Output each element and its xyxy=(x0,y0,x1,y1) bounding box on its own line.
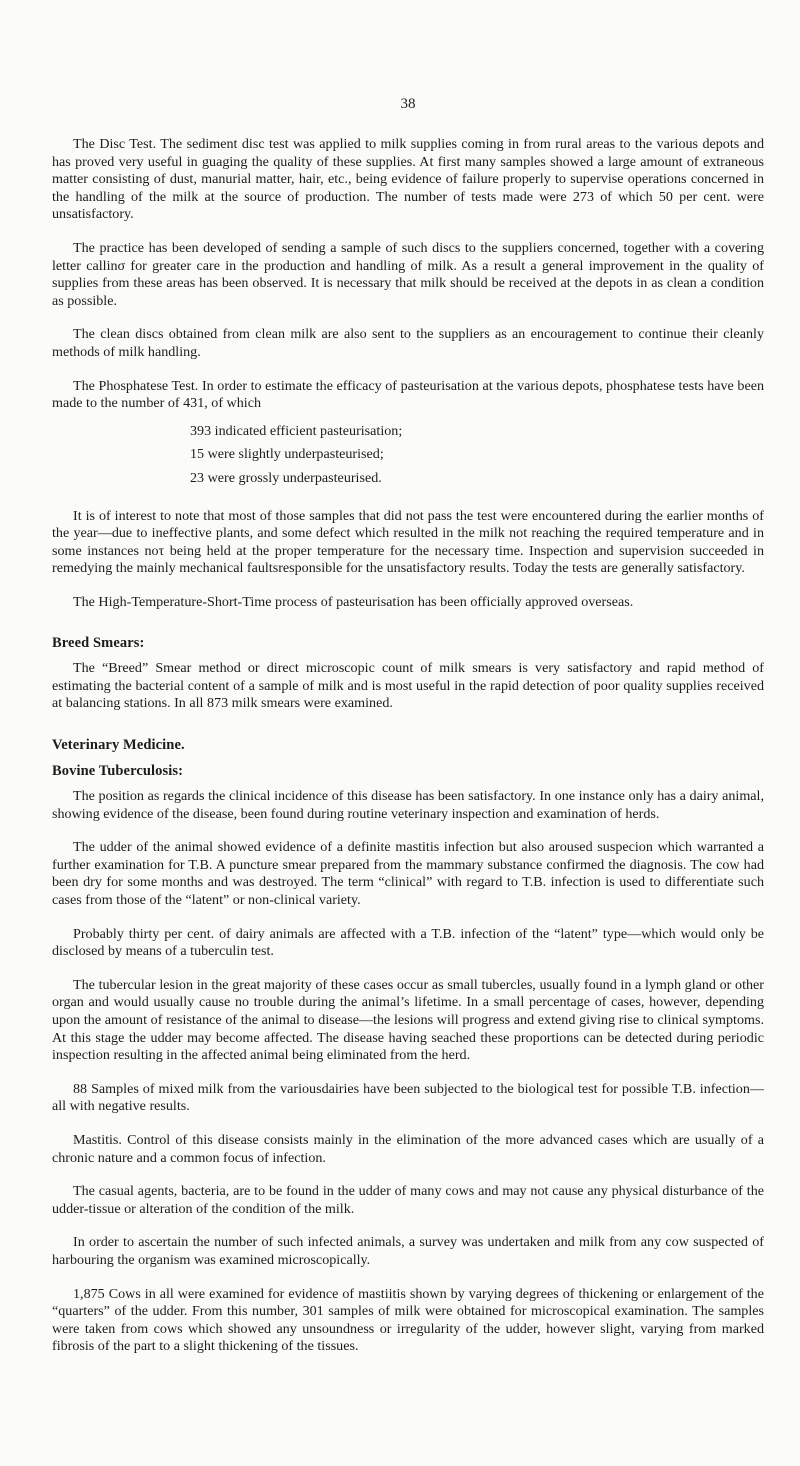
disc-test-paragraph-3: The clean discs obtained from clean milk are also sent to the suppliers as an encouragement to continue their cleanly methods of milk handling. xyxy=(52,326,764,360)
mastitis-paragraph-2: The casual agents, bacteria, are to be found in the udder of many cows and may not cause any physical disturbance of the udder-tissue or alteration of the condition of the milk. xyxy=(52,1183,764,1217)
bovine-paragraph-3: Probably thirty per cent. of dairy animals are affected with a T.B. infection of the “latent” type—which would only be disclosed by means of a tuberculin test. xyxy=(52,925,764,960)
veterinary-medicine-heading: Veterinary Medicine. xyxy=(52,736,185,753)
phosphatese-paragraph-2: It is of interest to note that most of those samples that did not pass the test were encountered during the earlier months of the year—due to ineffective plants, and some defect which resulted in the milk not reaching the required temperature and in some instances noτ being held at the proper temperature for the necessary time. Inspection and supervision succeeded in remedying the mainly mechanical faultsresponsible for the unsatisfactory results. Today the tests are generally satisfactory. xyxy=(52,507,764,577)
phosphatese-text-1: In order to estimate the efficacy of pasteurisation at the various depots, phosphatese tests have been made to the number of 431, of which xyxy=(52,377,765,412)
phosphatese-paragraph-3: The High-Temperature-Short-Time process of pasteurisation has been officially approved overseas. xyxy=(73,593,634,610)
breed-smears-paragraph: The “Breed” Smear method or direct microscopic count of milk smears is very satisfactory and rapid method of estimating the bacterial content of a sample of milk and is most useful in the rapid detection of poor quality supplies received at balancing stations. In all 873 milk smears were examined. xyxy=(52,660,764,712)
bovine-paragraph-1: The position as regards the clinical incidence of this disease has been satisfactory. In one instance only has a dairy animal, showing evidence of the disease, been found during routine veterinary inspection and examination of herds. xyxy=(52,788,764,822)
mastitis-title: Mastitis. xyxy=(73,1131,122,1148)
disc-test-text-1: The sediment disc test was applied to milk supplies coming in from rural areas to the various depots and has proved very useful in guaging the quality of these supplies. At first many samples showed a large amount of extraneous matter consisting of dust, manurial matter, hair, etc., being evidence of failure properly to supervise operations concerned in the handling of the milk at the source of production. The number of tests made were 273 of which 50 per cent. were unsatisfactory. xyxy=(52,136,764,223)
disc-test-paragraph-1 xyxy=(52,136,764,224)
mastitis-paragraph-4: 1,875 Cows in all were examined for evidence of mastiitis shown by varying degrees of thickening or enlargement of the “quarters” of the udder. From this number, 301 samples of milk were obtained for microscopical examination. The samples were taken from cows which showed any unsoundness or irregularity of the udder, however slight, varying from marked fibrosis of the part to a slight thickening of the tissues. xyxy=(52,1285,764,1355)
bovine-paragraph-2: The udder of the animal showed evidence of a definite mastitis infection but also aroused suspecion which warranted a further examination for T.B. A puncture smear prepared from the mammary substance confirmed the diagnosis. The cow had been dry for some months and was destroyed. The term “clinical” with regard to T.B. infection is used to differentiate such cases from those of the “latent” or non-clinical variety. xyxy=(52,839,764,908)
mastitis-text-1: Control of this disease consists mainly in the elimination of the more advanced cases which are usually of a chronic nature and a common focus of infection. xyxy=(52,1131,764,1166)
bovine-paragraph-4: The tubercular lesion in the great majority of these cases occur as small tubercles, usually found in a lymph gland or other organ and would usually cause no trouble during the animal’s lifetime. In a small percentage of cases, however, depending upon the amount of resistance of the animal to disease—the lesions will progress and extend giving rise to clinical symptoms. At this stage the udder may become affected. The disease having seached these proportions can be detected during periodic inspection resulting in the affected animal being eliminated from the herd. xyxy=(52,976,764,1064)
disc-test-paragraph-2: The practice has been developed of sending a sample of such discs to the suppliers concerned, together with a covering letter callinσ for greater care in the production and handling of milk. As a result a general improvement in the quality of supplies from these areas has been observed. It is necessary that milk should be received at the depots in as clean a condition as possible. xyxy=(52,239,764,309)
breed-smears-heading: Breed Smears: xyxy=(52,635,145,652)
mastitis-paragraph-1 xyxy=(52,1132,764,1167)
phosphatese-result-slight: 15 were slightly underpasteurised; xyxy=(190,446,384,463)
bovine-paragraph-5: 88 Samples of mixed milk from the variousdairies have been subjected to the biological test for possible T.B. infection—all with negative results. xyxy=(52,1080,764,1115)
phosphatese-title: The Phosphatese Test. xyxy=(73,377,199,394)
disc-test-title: The Disc Test. xyxy=(73,136,157,152)
phosphatese-paragraph-1 xyxy=(52,378,764,413)
phosphatese-results-list xyxy=(52,423,764,488)
page-content xyxy=(52,136,764,1372)
bovine-tuberculosis-heading: Bovine Tuberculosis: xyxy=(52,763,184,780)
phosphatese-result-efficient: 393 indicated efficient pasteurisation; xyxy=(190,422,403,439)
mastitis-paragraph-3: In order to ascertain the number of such infected animals, a survey was undertaken and milk from any cow suspected of harbouring the organism was examined microscopically. xyxy=(52,1234,764,1268)
page-number: 38 xyxy=(400,96,416,112)
phosphatese-result-gross: 23 were grossly underpasteurised. xyxy=(190,469,382,486)
